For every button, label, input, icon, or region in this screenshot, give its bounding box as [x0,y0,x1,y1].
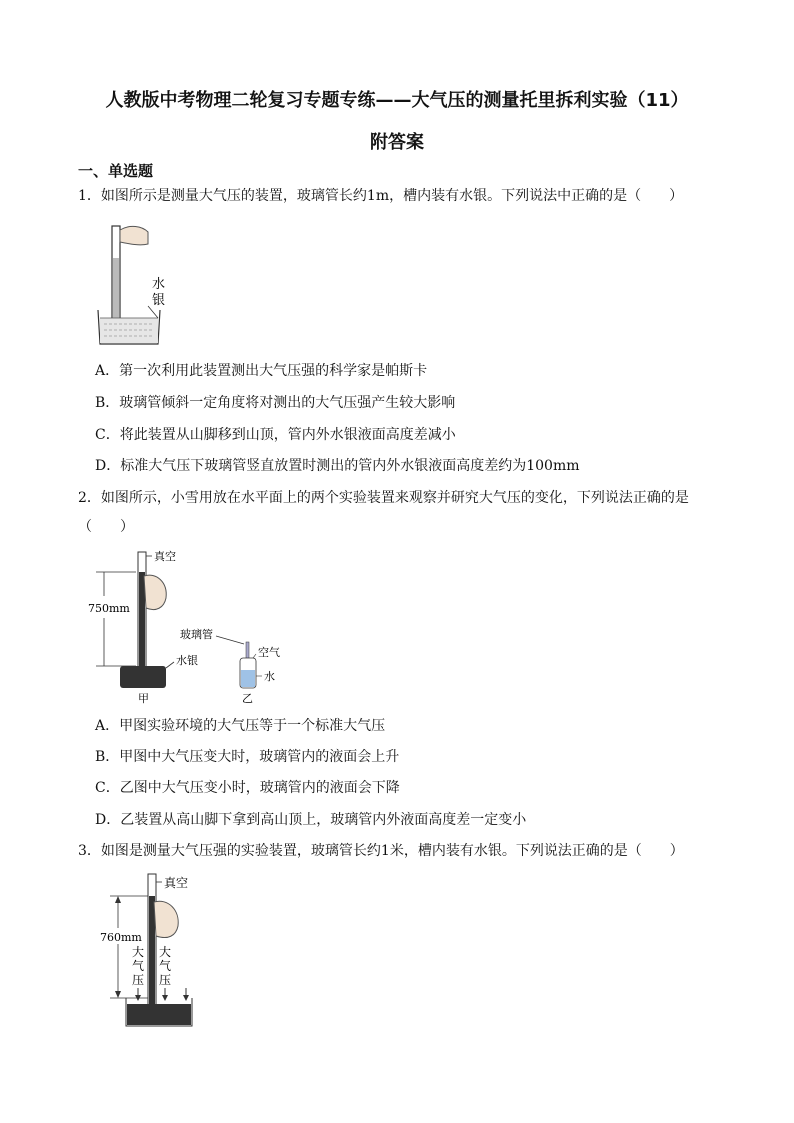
question-3-figure [96,870,216,1034]
label-mercury: 水银 [176,654,198,667]
label-air: 空气 [258,646,280,659]
question-2-figure [86,546,296,708]
section-heading: 一、单选题 [78,162,154,180]
q1-option-d[interactable]: D．标准大气压下玻璃管竖直放置时测出的管内外水银液面高度差约为100mm [95,458,580,474]
label-atm-left-2: 气 [132,959,145,973]
label-shui: 水 [152,277,166,292]
q2-option-b[interactable]: B．甲图中大气压变大时，玻璃管内的液面会上升 [95,749,400,765]
label-atm-right-1: 大 [159,945,172,959]
label-yi: 乙 [242,692,253,705]
question-1-figure [90,218,200,350]
question-1-stem: 1．如图所示是测量大气压的装置，玻璃管长约1m，槽内装有水银。下列说法中正确的是（ ） [78,188,684,204]
label-atm-right-2: 气 [159,959,172,973]
label-750mm: 750mm [88,602,130,615]
question-2-stem-cont: （ ） [78,519,134,535]
label-vacuum: 真空 [154,550,176,563]
q1-option-b[interactable]: B．玻璃管倾斜一定角度将对测出的大气压强产生较大影响 [95,395,456,411]
label-yin: 银 [152,293,166,308]
question-2-stem: 2．如图所示，小雪用放在水平面上的两个实验装置来观察并研究大气压的变化，下列说法正确的是 [78,490,689,506]
label-760mm: 760mm [100,931,142,944]
q2-option-a[interactable]: A．甲图实验环境的大气压等于一个标准大气压 [95,718,386,734]
q1-option-c[interactable]: C．将此装置从山脚移到山顶，管内外水银液面高度差减小 [95,427,456,443]
page-title: 人教版中考物理二轮复习专题专练——大气压的测量托里拆利实验（11） [105,90,689,111]
q2-option-c[interactable]: C．乙图中大气压变小时，玻璃管内的液面会下降 [95,780,400,796]
question-3-stem: 3．如图是测量大气压强的实验装置，玻璃管长约1米，槽内装有水银。下列说法正确的是（ ） [78,843,684,859]
label-vacuum-3: 真空 [164,876,189,890]
q1-option-a[interactable]: A．第一次利用此装置测出大气压强的科学家是帕斯卡 [95,363,428,379]
label-atm-left-3: 压 [132,973,145,987]
label-atm-right-3: 压 [159,973,172,987]
label-jia: 甲 [138,692,149,705]
label-water: 水 [264,670,275,683]
label-atm-left-1: 大 [132,945,145,959]
q2-option-d[interactable]: D．乙装置从高山脚下拿到高山顶上，玻璃管内外液面高度差一定变小 [95,812,527,828]
page-subtitle: 附答案 [370,132,424,153]
label-glass-tube: 玻璃管 [180,628,213,641]
